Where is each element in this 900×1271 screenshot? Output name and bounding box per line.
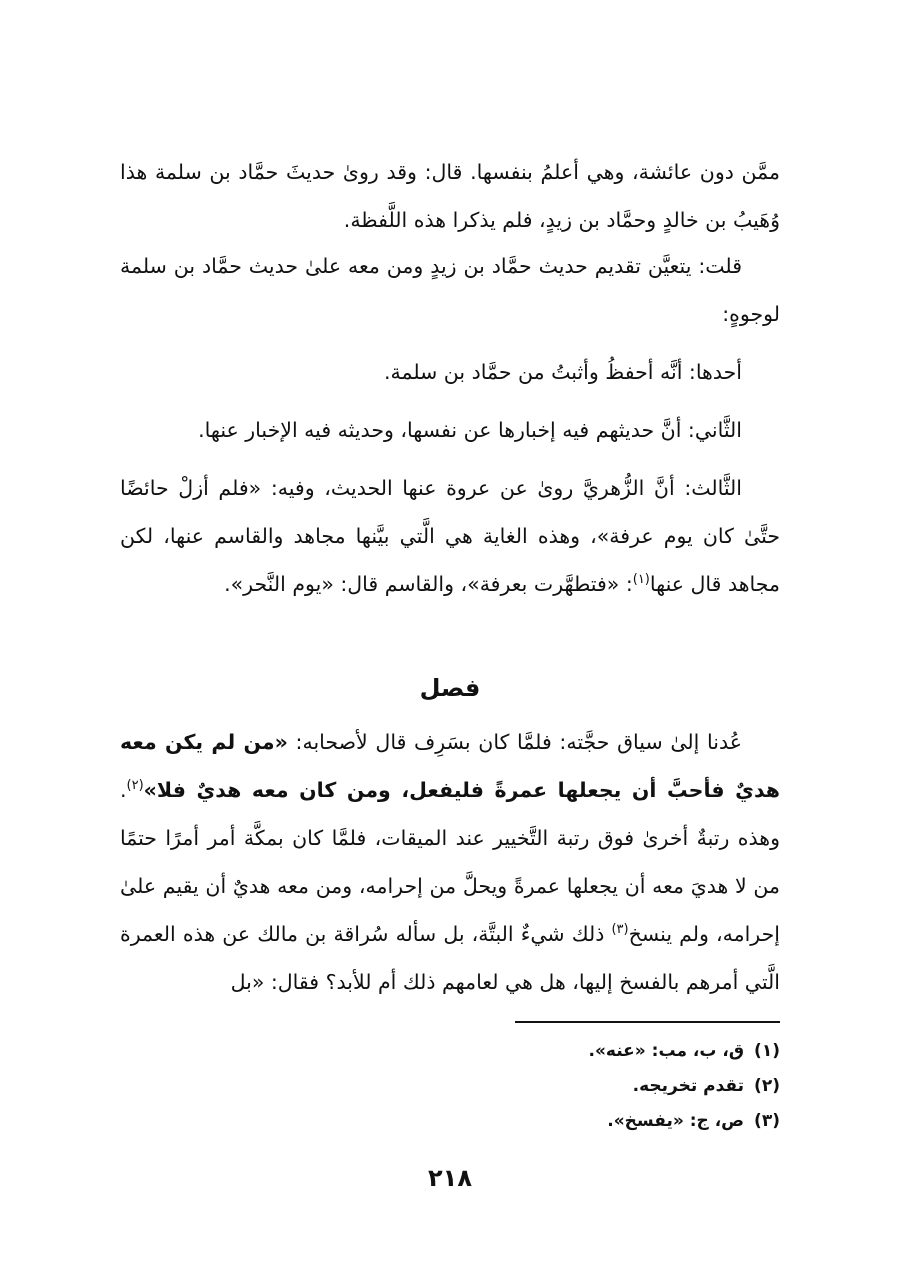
footnote-number: (٣) xyxy=(754,1111,780,1131)
paragraph-point-one xyxy=(120,348,780,396)
footnote-text: ص، ج: «يفسخ». xyxy=(607,1111,745,1131)
paragraph-text: أحدها: أنَّه أحفظُ وأثبتُ من حمَّاد بن سلمة. xyxy=(383,360,742,384)
footnote-text: ق، ب، مب: «عنه». xyxy=(588,1041,745,1061)
paragraph-text: عُدنا إلىٰ سياق حجَّته: فلمَّا كان بسَرِف قال لأصحابه: xyxy=(287,730,742,754)
footnote-item xyxy=(120,1104,780,1139)
footnote-number: (٢) xyxy=(754,1076,780,1096)
hadith-quote: «من لم يكن معه هديٌ فأحبَّ أن يجعلها عمرةً فليفعل، ومن كان معه هديٌ فلا» xyxy=(120,730,780,802)
paragraph-point-two xyxy=(120,406,780,454)
paragraph-text: . وهذه رتبةٌ أخریٰ فوق رتبة التَّخيير عند الميقات، فلمَّا كان بمكَّة أمر أمرًا حتمًا من لا هديَ معه أن يجعلها عمرةً ويحلَّ من إحرامه، ومن معه هديٌ أن يقيم علىٰ إحرامه، ولم ينسخ xyxy=(120,778,780,946)
paragraph-text: : «فتطهَّرت بعرفة»، والقاسم قال: «يوم النَّحر». xyxy=(224,572,633,596)
footnote-item xyxy=(120,1034,780,1069)
page-number: ٢١٨ xyxy=(428,1164,472,1192)
paragraph-text: ممَّن دون عائشة، وهي أعلمُ بنفسها. قال: وقد رویٰ حديثَ حمَّاد بن سلمة هذا وُهَيبُ بن خالدٍ وحمَّاد بن زيدٍ، فلم يذكرا هذه اللَّفظة. xyxy=(120,160,780,232)
footnote-reference: (١) xyxy=(632,572,650,588)
footnote-item xyxy=(120,1069,780,1104)
paragraph-text: الثَّالث: أنَّ الزُّهريَّ رویٰ عن عروة عنها الحديث، وفيه: «فلم أزلْ حائضًا حتَّىٰ كان يوم عرفة»، وهذه الغاية هي الَّتي بيَّنها مجاهد والقاسم عنها، لكن مجاهد قال عنها xyxy=(120,476,780,596)
paragraph-qult xyxy=(120,242,780,338)
footnote-reference: (٢) xyxy=(126,778,144,794)
paragraph-text: قلت: يتعيَّن تقديم حديث حمَّاد بن زيدٍ ومن معه علىٰ حديث حمَّاد بن سلمة لوجوهٍ: xyxy=(120,254,780,326)
footnotes xyxy=(120,1034,780,1139)
paragraph-fasl xyxy=(120,718,780,1006)
section-heading: فصل xyxy=(419,674,481,702)
footnote-number: (١) xyxy=(754,1041,780,1061)
footnote-divider xyxy=(515,1021,780,1023)
paragraph-continuation xyxy=(120,148,780,244)
paragraph-text: ذلك شيءٌ البتَّة، بل سأله سُراقة بن مالك عن هذه العمرة الَّتي أمرهم بالفسخ إليها، هل هي لعامهم ذلك أم للأبد؟ فقال: «بل xyxy=(120,922,780,994)
footnote-text: تقدم تخريجه. xyxy=(632,1076,745,1096)
footnote-reference: (٣) xyxy=(611,922,629,938)
paragraph-text: الثَّاني: أنَّ حديثهم فيه إخبارها عن نفسها، وحديثه فيه الإخبار عنها. xyxy=(198,418,742,442)
paragraph-point-three xyxy=(120,464,780,608)
